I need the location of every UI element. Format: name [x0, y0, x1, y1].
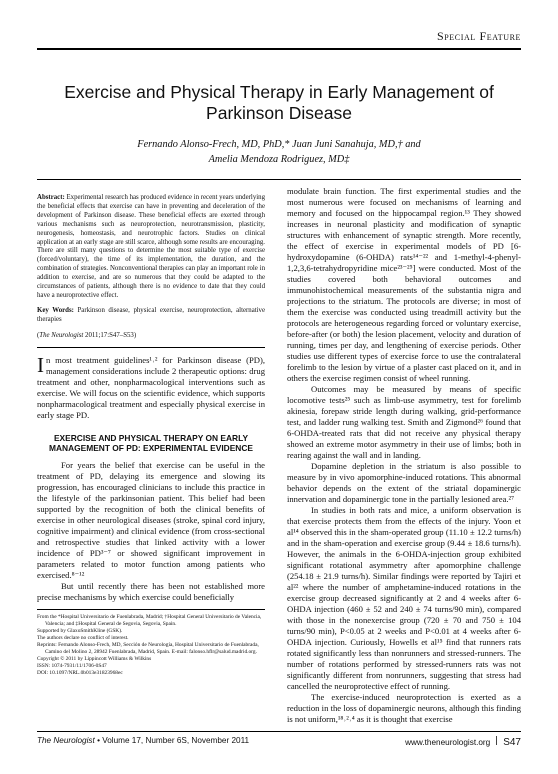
footer-journal: The Neurologist	[37, 736, 95, 745]
drop-cap: I	[37, 352, 44, 377]
authors-line-1: Fernando Alonso-Frech, MD, PhD,* Juan Juni Sanahuja, MD,† and	[137, 139, 421, 150]
authors-line-2: Amelia Mendoza Rodriguez, MD‡	[208, 154, 350, 165]
title-rule	[37, 179, 521, 180]
abstract-label: Abstract:	[37, 194, 65, 201]
author-list	[60, 137, 498, 167]
citation: (The Neurologist 2011;17:S47–S53)	[37, 331, 137, 339]
footnote-issn: ISSN: 1074-7931/11/1706-0S47	[37, 663, 107, 670]
footer-separator	[496, 736, 497, 745]
citation-journal: The Neurologist	[39, 331, 84, 339]
footnotes	[37, 614, 265, 677]
page-number: S47	[503, 737, 521, 748]
footnote-conflict: The authors declare no conflict of interest.	[37, 634, 129, 641]
abstract	[37, 194, 265, 301]
body-paragraph: Outcomes may be measured by means of specific locomotive tests²⁵ such as limb-use asymmetry, test for forelimb akinesia, forepaw stride length during walking, grid-performance test, and ladder rung walking test. Smith and Zigmond²⁶ found that 6-OHDA-treated rats that did not receive any physical therapy showed an extreme motor asymmetry in their use of limbs; both in rearing against the wall and in landing.	[287, 384, 521, 460]
footer-rule	[37, 731, 521, 732]
section-heading: EXERCISE AND PHYSICAL THERAPY ON EARLY MANAGEMENT OF PD: EXPERIMENTAL EVIDENCE	[49, 432, 253, 454]
body-paragraph: Dopamine depletion in the striatum is also possible to measure by in vivo apomorphine-induced rotations. This abnormal behavior depends on the extent of the striatal dopaminergic innervation and dopaminergic tone in the partially lesioned area.²⁷	[287, 461, 521, 504]
footer-right	[405, 736, 521, 748]
body-paragraph: The exercise-induced neuroprotection is exerted as a reduction in the loss of dopaminergic neurons, although this finding is not uniform,¹⁸˒²˒⁴ as it is thought that exercise	[287, 692, 521, 724]
footnote-copyright: Copyright © 2011 by Lippincott Williams & Wilkins	[37, 655, 152, 662]
footnote-rule	[37, 609, 265, 610]
intro-paragraph	[37, 352, 265, 421]
section-rule	[37, 48, 521, 50]
footnote-doi: DOI: 10.1097/NRL.0b013e31823968ec	[37, 670, 123, 677]
footer-journal-info	[37, 736, 249, 745]
left-column	[37, 186, 265, 677]
article-title: Exercise and Physical Therapy in Early Management of Parkinson Disease	[64, 82, 494, 123]
body-paragraph: For years the belief that exercise can be useful in the treatment of PD, delaying its emergence and slowing its progression, has encouraged clinicians to include this practice in the lifestyle of the parkinsonian patient. This belief had been supported by the recognition of both the clinical benefits of exercise in other neurological diseases (stroke, spinal cord injury, cognitive impairment) and clinical evidence (from cross-sectional and retrospective studies that linked activity with a lower incidence of PD³⁻⁷ or showed significant improvement in parameters related to motor function among patients who exercised.⁸⁻¹²	[37, 459, 265, 580]
section-label: Special Feature	[436, 29, 521, 43]
keywords-label: Key Words:	[37, 306, 74, 314]
body-paragraph: But until recently there has been not established more precise mechanisms by which exercise could beneficially	[37, 580, 265, 602]
citation-ref: 2011;17:S47–S53)	[85, 331, 137, 339]
footnote-affiliations: From the *Hospital Universitario de Fuenlabrada, Madrid; †Hospital General Universitario de Valencia, Valencia; and ‡Hospital General de Segovia, Segovia, Spain.	[37, 613, 262, 627]
keywords	[37, 307, 265, 325]
footer-website-link[interactable]: www.theneurologist.org	[405, 738, 491, 747]
footnote-support: Supported by GlaxoSmithKline (GSK).	[37, 627, 123, 634]
footer-issue: • Volume 17, Number 6S, November 2011	[97, 736, 250, 745]
body-paragraph: In studies in both rats and mice, a uniform observation is that exercise protects them from the effects of the injury. Yoon et al¹⁴ observed this in the sham-operated group (11.10 ± 12.2 turns/h) and in the sham-operation and exercise group (9.44 ± 18.6 turns/h). However, the animals in the 6-OHDA-injection group exhibited significant rotational asymmetry after apomorphine challenge (254.18 ± 21.9 turns/h). Similar findings were reported by Tajiri et al²² where the number of amphetamine-induced rotations in the exercise group decreased significantly at 2 and 4 weeks after 6-OHDA injection (460 ± 52 and 240 ± 74 turns/90 min), compared with those in the nonexercise group (720 ± 70 and 750 ± 104 turns/90 min), P<0.05 at 2 weeks and P<0.01 at 4 weeks after 6-OHDA injection. Curiously, Howells et al¹⁵ find that runners rats rotated significantly less than nonrunners and stressed-runners. The number of rotations performed by stressed-runners rats was not significantly different from nonrunners, suggesting that stress had cancelled the neuroprotective effect of running.	[287, 505, 521, 691]
intro-text: n most treatment guidelines¹˒² for Parkinson disease (PD), management considerations include 2 therapeutic options: drug treatment and other, nonpharmacological interventions such as exercise. We will focus on the scientific evidence, which supports nonpharmacological treatment and especially physical exercise in early stage PD.	[37, 354, 265, 420]
right-column	[287, 186, 521, 725]
footnote-reprints: Reprints: Fernando Alonso-Frech, MD, Sección de Neurología, Hospital Universitario de Fuenlabrada, Camino del Molino 2, 28942 Fuenlabrada, Madrid, Spain. E-mail: falonso.hflr@salud.madrid.org.	[37, 641, 259, 655]
abstract-text: Experimental research has produced evidence in recent years underlying the beneficial effects that exercise can have in preventing and deceleration of the development of Parkinson disease. These beneficial effects are exerted through various mechanisms such as neuroprotection, neurotransmission, plasticity, neurogenesis, homeostasis, and neurotrophic factors. Studies on clinical application at an early stage are still scarce, although some results are encouraging. There are still many questions to determine the most suitable type of exercise (forced/voluntary), the time of its implementation, the duration, and the combination of strategies. Nonconventional therapies can play an important role in addition to exercise, and are so numerous that they could be adapted to the circumstances of patients, although there is no evidence to date that they could have a neuroprotective effect.	[37, 194, 265, 299]
abstract-rule	[37, 347, 265, 348]
body-paragraph: modulate brain function. The first experimental studies and the most numerous were focused on mechanisms of learning and memory and focused on the hippocampal region.¹³ They showed increases in neuronal plasticity and modification of synaptic structures with enhancement of synaptic strength. More recently, the effect of exercise in experimental models of PD [6-hydroxydopamine (6-OHDA) rats¹⁴⁻²² and 1-methyl-4-phenyl-1,2,3,6-tetrahydropyridine mice²³⁻²⁵] were conducted. Most of the studies covered both behavioral outcomes and immunohistochemical measurements of the substantia nigra and projections to the striatum. The protocols are diverse; in most of them the exercise was conducted using treadmill activity but the protocols are heterogeneous regarding forced or voluntary exercise, before-after (or both) the lesion placement, velocity and duration of running, times per day, and lengthening of exercise periods. Other studies use different types of exercise force to use the contralateral forelimb to the lesion by virtue of a plaster cast placed on it, and in others the exercise regimen consist of wheel running.	[287, 186, 521, 383]
keywords-text: Parkinson disease, physical exercise, neuroprotection, alternative therapies	[37, 306, 266, 323]
